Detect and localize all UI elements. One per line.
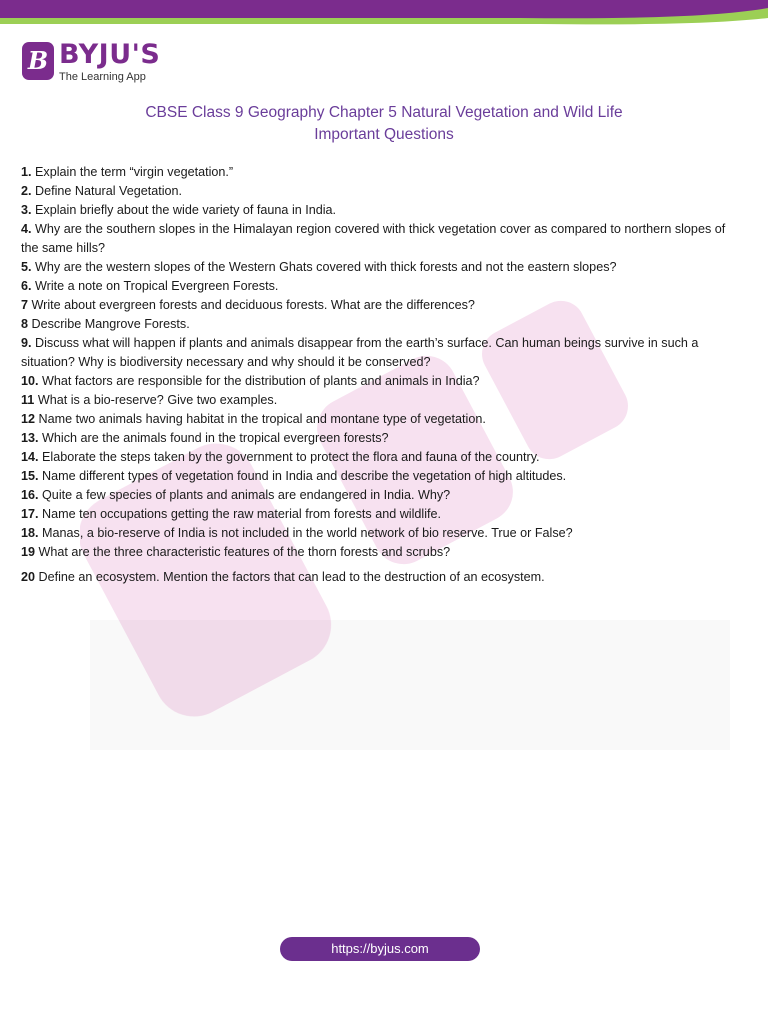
- question-item: [21, 296, 741, 315]
- question-item: [21, 391, 741, 410]
- question-number: 19: [21, 545, 36, 559]
- question-text: Define Natural Vegetation.: [35, 184, 183, 198]
- question-number: 5.: [21, 260, 32, 274]
- question-number: 11: [21, 393, 35, 407]
- question-number: 4.: [21, 222, 32, 236]
- question-number: 2.: [21, 184, 32, 198]
- title-line-1: CBSE Class 9 Geography Chapter 5 Natural Vegetation and Wild Life: [145, 104, 623, 121]
- question-text: Manas, a bio-reserve of India is not included in the world network of bio reserve. True or False?: [42, 526, 573, 540]
- question-number: 17.: [21, 507, 39, 521]
- question-text: Explain the term “virgin vegetation.”: [35, 165, 234, 179]
- title-line-2: Important Questions: [314, 126, 454, 143]
- question-text: Discuss what will happen if plants and animals disappear from the earth’s surface. Can human beings survive in such a situation? Why is biodiversity necessary and why should it be conserved?: [21, 336, 699, 369]
- byjus-logo: [22, 39, 172, 90]
- question-text: Which are the animals found in the tropical evergreen forests?: [42, 431, 389, 445]
- question-text: Why are the southern slopes in the Himalayan region covered with thick vegetation cover as compared to northern slopes of the same hills?: [21, 222, 726, 255]
- question-item: [21, 277, 741, 296]
- question-item: [21, 163, 741, 182]
- question-number: 15.: [21, 469, 39, 483]
- question-text: Name two animals having habitat in the tropical and montane type of vegetation.: [38, 412, 486, 426]
- logo-wordmark: BYJU'S: [59, 39, 161, 70]
- question-number: 18.: [21, 526, 39, 540]
- question-number: 20: [21, 570, 36, 584]
- question-number: 16.: [21, 488, 39, 502]
- question-number: 1.: [21, 165, 32, 179]
- question-number: 6.: [21, 279, 32, 293]
- question-item: [21, 201, 741, 220]
- question-item: [21, 486, 741, 505]
- question-item: [21, 467, 741, 486]
- watermark-shadow: [90, 620, 730, 750]
- question-number: 8: [21, 317, 29, 331]
- footer-url-link[interactable]: https://byjus.com: [280, 937, 480, 961]
- question-text: Explain briefly about the wide variety of fauna in India.: [35, 203, 337, 217]
- question-number: 7: [21, 298, 29, 312]
- question-item: [21, 334, 741, 372]
- question-text: What is a bio-reserve? Give two examples.: [37, 393, 278, 407]
- question-text: Why are the western slopes of the Western Ghats covered with thick forests and not the eastern slopes?: [35, 260, 617, 274]
- question-item: [21, 315, 741, 334]
- question-item: [21, 410, 741, 429]
- question-text: Elaborate the steps taken by the government to protect the flora and fauna of the country.: [42, 450, 540, 464]
- top-banner-purple-band: [0, 0, 768, 18]
- question-text: Name different types of vegetation found in India and describe the vegetation of high altitudes.: [42, 469, 567, 483]
- question-number: 10.: [21, 374, 39, 388]
- question-item: [21, 524, 741, 543]
- question-text: What factors are responsible for the distribution of plants and animals in India?: [42, 374, 480, 388]
- question-number: 13.: [21, 431, 39, 445]
- question-list: [21, 163, 741, 587]
- question-item: [21, 505, 741, 524]
- question-text: Write about evergreen forests and deciduous forests. What are the differences?: [31, 298, 475, 312]
- question-text: Name ten occupations getting the raw material from forests and wildlife.: [42, 507, 442, 521]
- top-banner: [0, 0, 768, 28]
- question-number: 14.: [21, 450, 39, 464]
- question-number: 3.: [21, 203, 32, 217]
- question-item: [21, 258, 741, 277]
- question-text: Define an ecosystem. Mention the factors that can lead to the destruction of an ecosystem.: [38, 570, 545, 584]
- document-title: [84, 102, 684, 146]
- question-item: [21, 220, 741, 258]
- question-text: Quite a few species of plants and animals are endangered in India. Why?: [42, 488, 451, 502]
- question-text: Describe Mangrove Forests.: [31, 317, 190, 331]
- question-item: [21, 543, 741, 562]
- question-text: What are the three characteristic features of the thorn forests and scrubs?: [38, 545, 451, 559]
- question-number: 9.: [21, 336, 32, 350]
- logo-mark-letter: B: [27, 46, 49, 75]
- question-item: [21, 568, 741, 587]
- logo-tagline: The Learning App: [59, 71, 146, 83]
- byjus-logo-mark: [22, 42, 54, 80]
- question-number: 12: [21, 412, 36, 426]
- question-item: [21, 429, 741, 448]
- question-item: [21, 372, 741, 391]
- question-item: [21, 448, 741, 467]
- question-item: [21, 182, 741, 201]
- question-text: Write a note on Tropical Evergreen Forests.: [35, 279, 279, 293]
